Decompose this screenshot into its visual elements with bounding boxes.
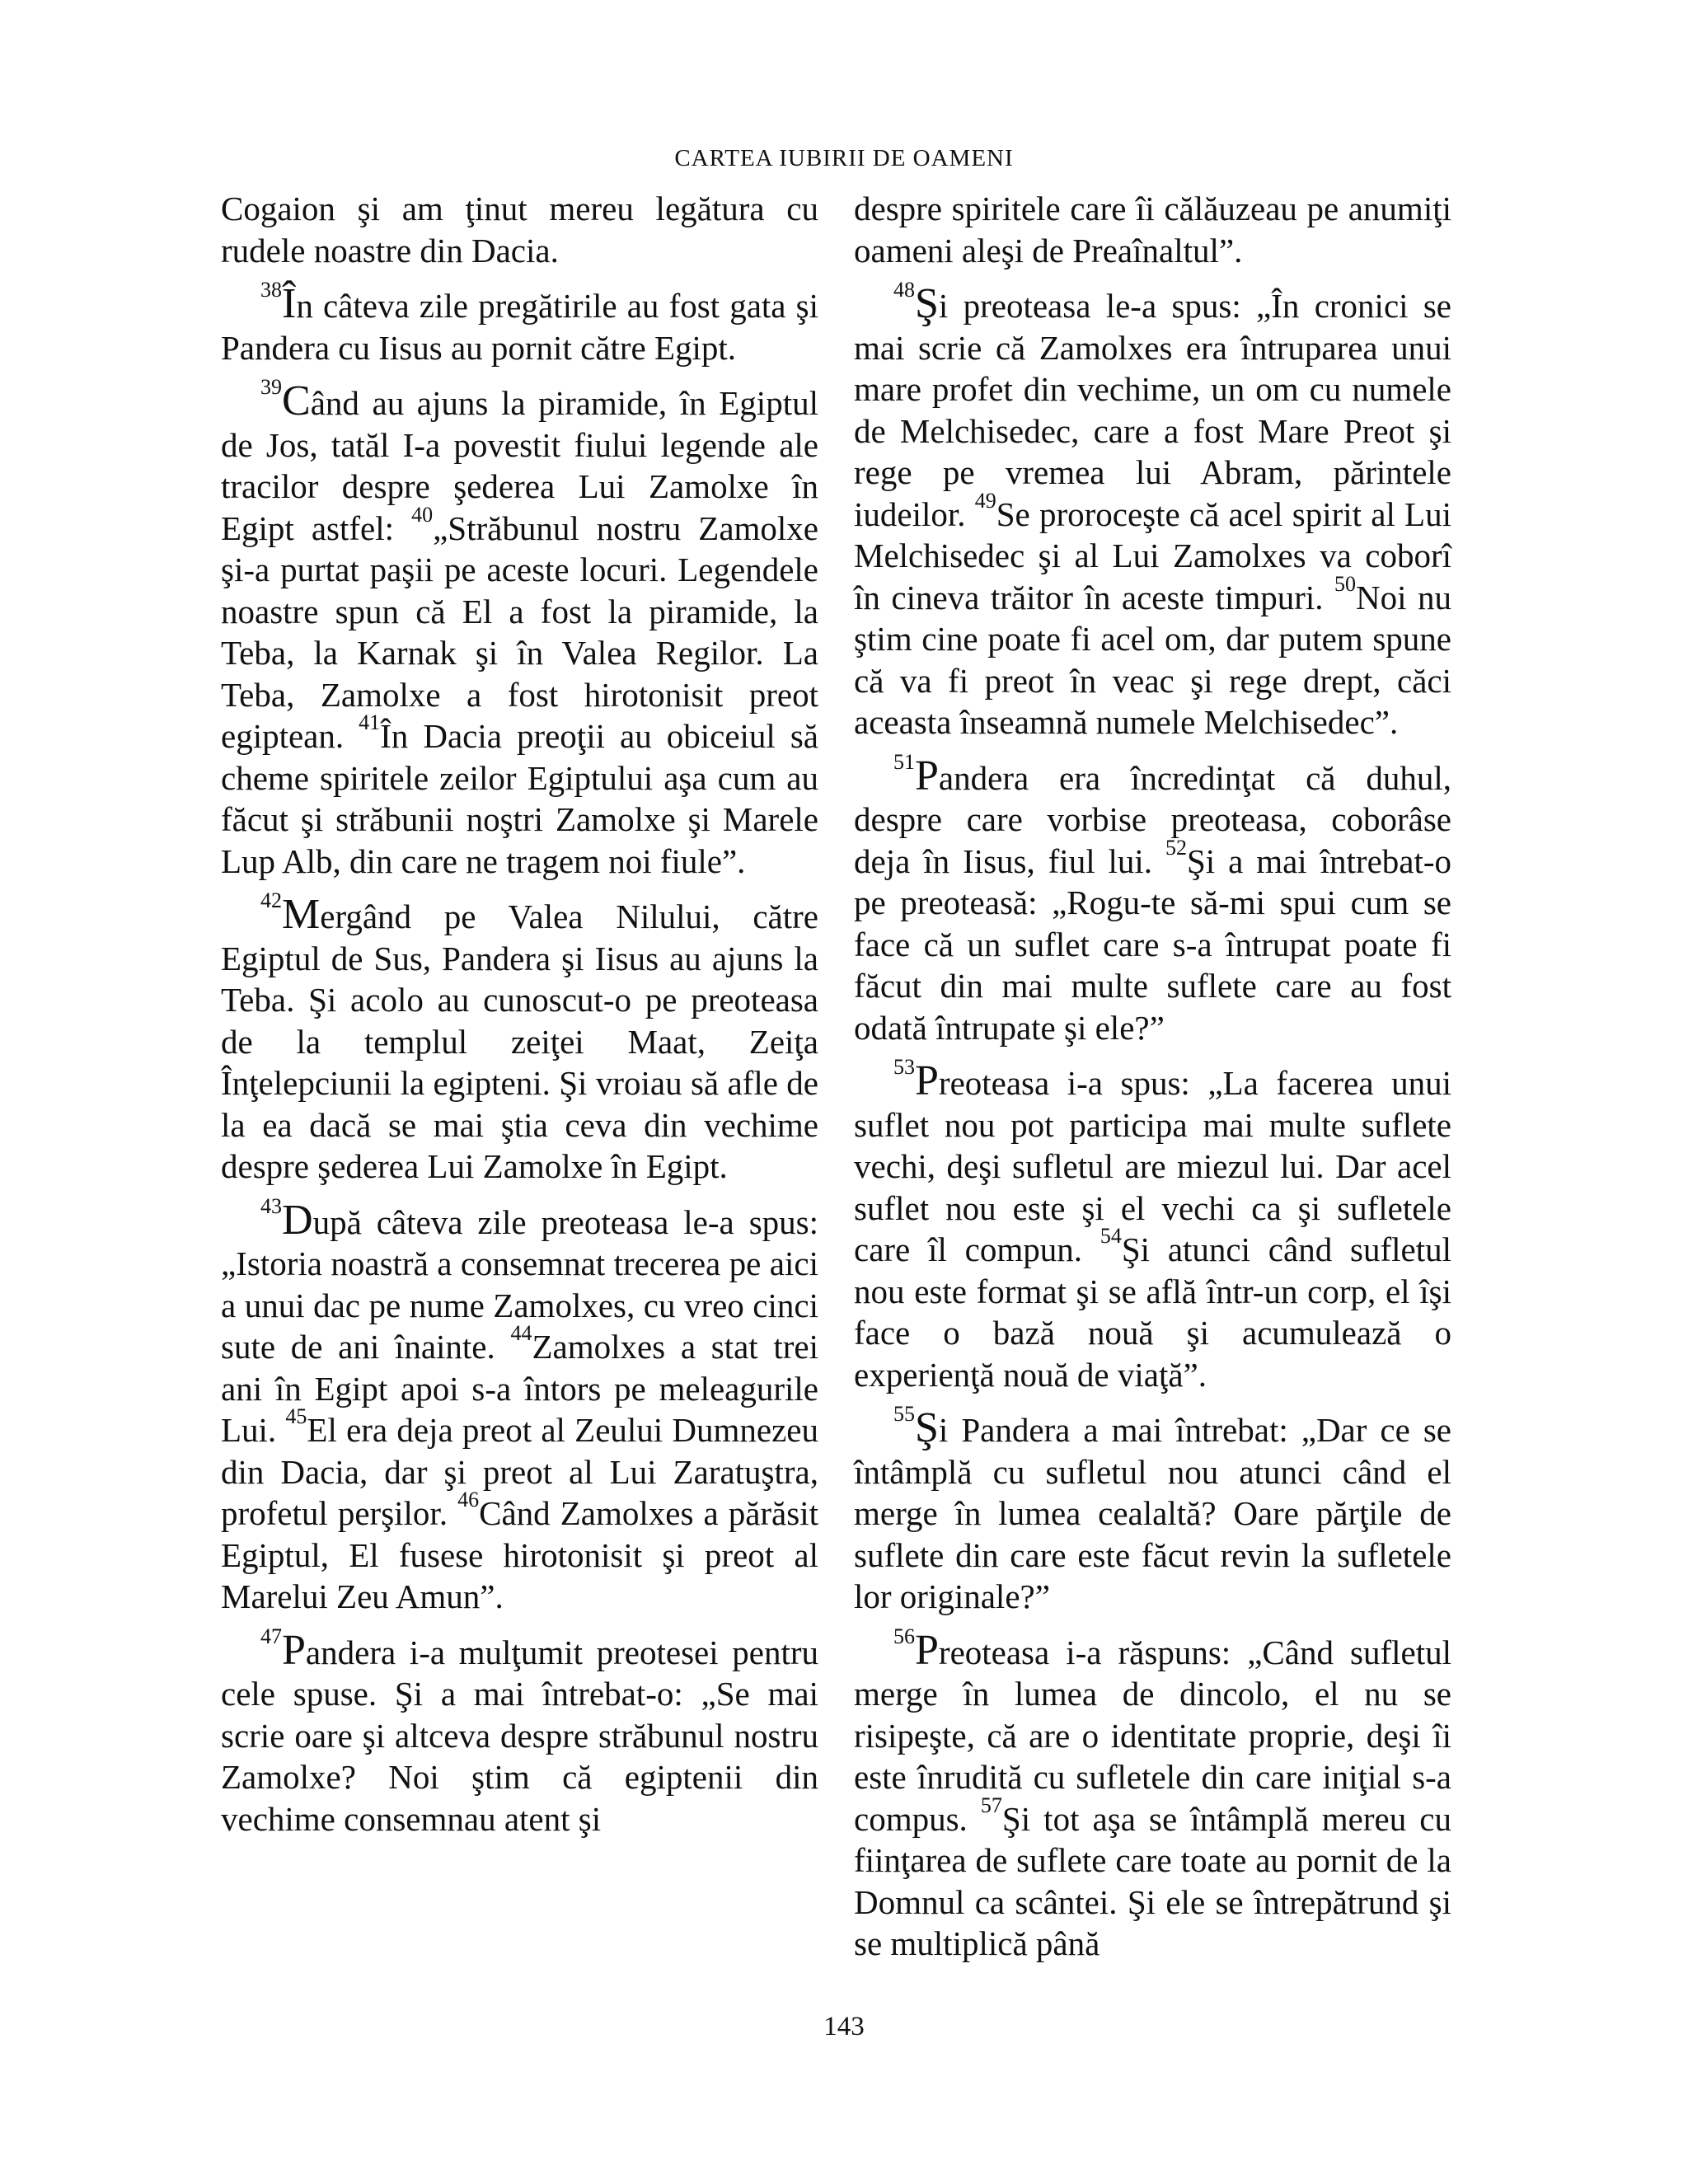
running-header: CARTEA IUBIRII DE OAMENI (674, 145, 1014, 171)
verse-text: andera era încredinţat că duhul, despre care vorbise preoteasa, coborâse deja în Iisus, fiul lui. (854, 758, 1451, 880)
verse-text: Şi a mai întrebat-o pe preoteasă: „Rogu-te să-mi spui cum se face că un suflet care s-a întrupat poate fi făcut din mai multe suflete care au fost odată întrupate şi ele?” (854, 841, 1452, 1047)
verse-number: 45 (285, 1404, 307, 1428)
paragraph (854, 1055, 1451, 1395)
verse-number: 50 (1334, 571, 1356, 596)
verse-text: Cogaion şi am ţinut mereu legătura cu rudele noastre din Dacia. (221, 190, 818, 269)
paragraph (221, 888, 818, 1188)
verse-text: Se proroceşte că acel spirit al Lui Melchisedec şi al Lui Zamolxes va coborî în cineva trăitor în aceste timpuri. (854, 494, 1451, 616)
verse-text: ând au ajuns la piramide, în Egiptul de Jos, tatăl I-a povestit fiului legende ale tracilor despre şederea Lui Zamolxe în Egipt astfel: (221, 384, 818, 547)
verse-text: „Străbunul nostru Zamolxe şi-a purtat paşii pe aceste locuri. Legendele noastre spun că El a fost la piramide, la Teba, la Karnak şi în Valea Regilor. La Teba, Zamolxe a fost hirotonisit preot egiptean. (221, 509, 818, 755)
verse-text: n câteva zile pregătirile au fost gata şi Pandera cu Iisus au pornit către Egipt. (221, 287, 818, 367)
right-text-column (854, 188, 1451, 1976)
paragraph (854, 188, 1451, 271)
page-number: 143 (823, 2012, 865, 2041)
verse-text: reoteasa i-a spus: „La facerea unui suflet nou pot participa mai multe suflete vechi, deşi sufletul are miezul lui. Dar acel suflet nou este şi el vechi ca şi sufletele care îl compun. (854, 1064, 1451, 1268)
initial-capital: Ş (915, 280, 939, 327)
verse-text: În Dacia preoţii au obiceiul să cheme spiritele zeilor Egiptului aşa cum au făcut şi străbunii noştri Zamolxe şi Marele Lup Alb, din care ne tragem noi fiule”. (221, 717, 818, 880)
verse-text: despre spiritele care îi călăuzeau pe anumiţi oameni aleşi de Preaînaltul”. (854, 190, 1451, 269)
verse-number: 52 (1165, 835, 1187, 860)
initial-capital: P (282, 1626, 306, 1674)
verse-number: 49 (974, 488, 996, 513)
verse-text: i Pandera a mai întrebat: „Dar ce se întâmplă cu sufletul nou atunci când el merge în lumea cealaltă? Oare părţile de suflete din care este făcut revin la sufletele lor originale?” (854, 1411, 1451, 1615)
verse-number: 56 (893, 1624, 915, 1648)
verse-number: 51 (893, 749, 915, 774)
initial-capital: M (282, 891, 321, 938)
verse-text: Noi nu ştim cine poate fi acel om, dar putem spune că va fi preot în veac şi rege drept, căci aceasta înseamnă numele Melchisedec”. (854, 578, 1451, 741)
verse-text: Şi tot aşa se întâmplă mereu cu fiinţarea de suflete care toate au pornit de la Domnul ca scântei. Şi ele se întrepătrund şi se multiplică până (854, 1799, 1452, 1962)
paragraph (854, 1402, 1451, 1618)
paragraph (854, 749, 1452, 1049)
verse-number: 41 (359, 710, 381, 734)
paragraph (221, 375, 818, 882)
verse-text: El era deja preot al Zeului Dumnezeu din Dacia, dar şi preot al Lui Zaratuştra, profetul perşilor. (221, 1411, 818, 1532)
initial-capital: C (282, 377, 311, 424)
paragraph (854, 278, 1451, 743)
initial-capital: P (915, 752, 939, 799)
verse-number: 38 (260, 278, 282, 302)
paragraph (221, 1193, 818, 1618)
verse-number: 40 (411, 502, 434, 527)
verse-number: 53 (893, 1055, 915, 1079)
verse-text: ergând pe Valea Nilului, către Egiptul de Sus, Pandera şi Iisus au ajuns la Teba. Şi acolo au cunoscut-o pe preoteasa de la templul zeiţei Maat, Zeiţa Înţelepciunii la egipteni. Şi vroiau să afle de la ea dacă se mai ştia ceva din vechime despre şederea Lui Zamolxe în Egipt. (221, 898, 818, 1185)
verse-text: i preoteasa le-a spus: „În cronici se mai scrie că Zamolxes era întruparea unui mare profet din vechime, un om cu numele de Melchisedec, care a fost Mare Preot şi rege pe vremea lui Abram, părintele iudeilor. (854, 287, 1451, 533)
initial-capital: P (915, 1626, 939, 1674)
verse-number: 46 (457, 1488, 480, 1511)
verse-number: 54 (1100, 1224, 1122, 1248)
initial-capital: Î (282, 280, 297, 327)
verse-text: upă câteva zile preoteasa le-a spus: „Istoria noastră a consemnat trecerea pe aici a unui dac pe nume Zamolxes, cu vreo cinci sute de ani înainte. (221, 1202, 818, 1366)
verse-number: 43 (260, 1193, 282, 1218)
paragraph (221, 188, 818, 271)
paragraph (221, 1624, 818, 1840)
verse-number: 47 (260, 1624, 282, 1648)
verse-text: reoteasa i-a răspuns: „Când sufletul merge în lumea de dincolo, el nu se risipeşte, că are o identitate proprie, deşi îi este înrudită cu sufletele din care iniţial s-a compus. (854, 1633, 1451, 1838)
initial-capital: P (915, 1057, 939, 1104)
verse-number: 48 (893, 278, 915, 302)
initial-capital: Ş (915, 1404, 939, 1451)
paragraph (854, 1624, 1452, 1965)
verse-text: Zamolxes a stat trei ani în Egipt apoi s-a întors pe meleagurile Lui. (221, 1328, 818, 1449)
initial-capital: D (282, 1196, 313, 1244)
verse-text: Când Zamolxes a părăsit Egiptul, El fusese hirotonisit şi preot al Marelui Zeu Amun”. (221, 1494, 818, 1615)
verse-number: 57 (980, 1793, 1002, 1817)
paragraph (221, 278, 818, 368)
verse-number: 44 (510, 1321, 532, 1345)
left-text-column (221, 188, 818, 1851)
verse-number: 42 (260, 888, 282, 912)
verse-text: Şi atunci când sufletul nou este format şi se află într-un corp, el îşi face o bază nouă şi acumulează o experienţă nouă de viaţă”. (854, 1230, 1451, 1394)
verse-text: andera i-a mulţumit preotesei pentru cele spuse. Şi a mai întrebat-o: „Se mai scrie oare şi altceva despre străbunul nostru Zamolxe? Noi ştim că egiptenii din vechime consemnau atent şi (221, 1633, 818, 1838)
verse-number: 55 (893, 1402, 915, 1426)
verse-number: 39 (260, 375, 282, 399)
